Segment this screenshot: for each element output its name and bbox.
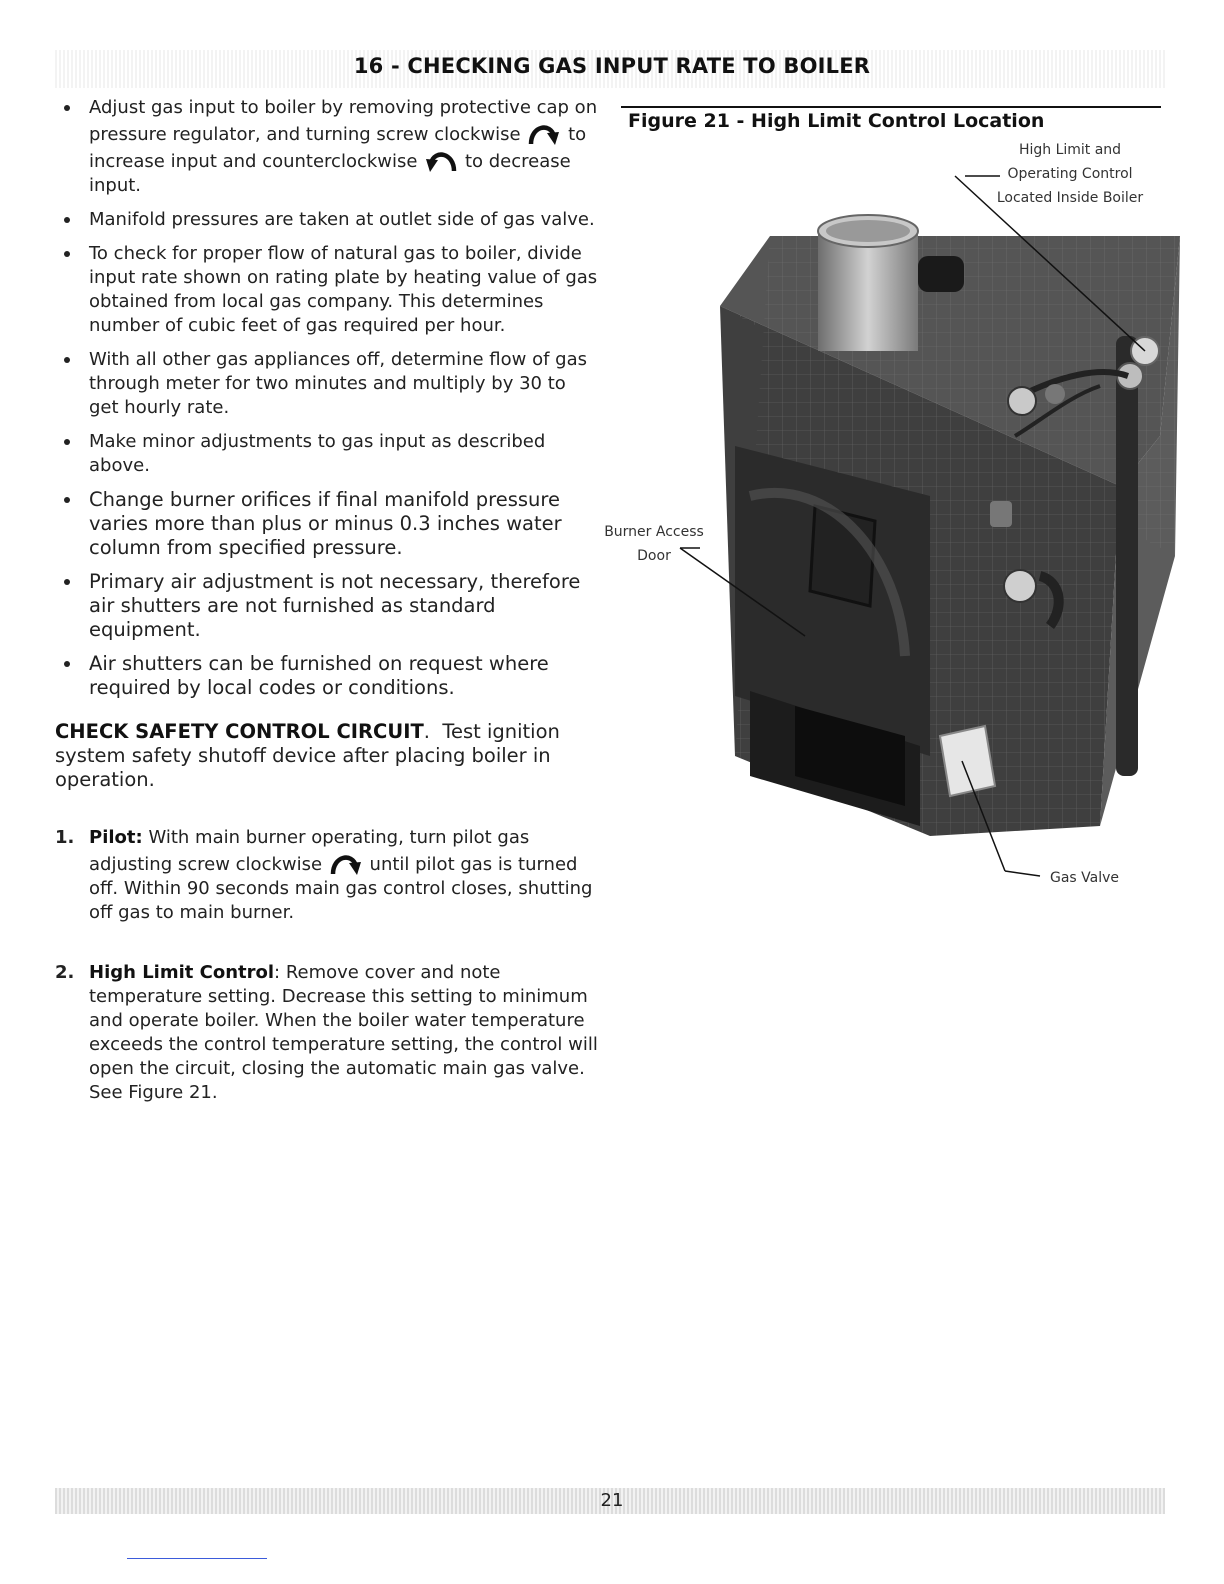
- bottom-rule: [127, 1558, 267, 1559]
- bullet-dot: [64, 105, 70, 111]
- bullet-text: to decrease input.: [89, 151, 571, 196]
- page-number: 21: [600, 1490, 624, 1511]
- bullet-text: Change burner orifices if final manifold pressure varies more than plus or minus 0.3 inches water column from specified pressure.: [89, 488, 562, 559]
- list-item: [55, 208, 600, 232]
- callout-line: Located Inside Boiler: [996, 190, 1144, 206]
- callout-line: Burner Access: [604, 524, 704, 540]
- list-item: [55, 961, 600, 1105]
- step-text: : Remove cover and note temperature setting. Decrease this setting to minimum and operate boiler. When the boiler water temperature exceeds the control temperature setting, the control will open the circuit, closing the automatic main gas valve. See Figure 21.: [89, 962, 598, 1103]
- bullet-dot: [64, 497, 70, 503]
- figure-rule: [621, 106, 1161, 108]
- safety-heading: CHECK SAFETY CONTROL CIRCUIT: [55, 720, 424, 743]
- bullet-text: Make minor adjustments to gas input as described above.: [89, 431, 546, 476]
- list-item: [55, 652, 600, 700]
- bullet-dot: [64, 661, 70, 667]
- list-item: [55, 242, 600, 338]
- list-item: [55, 488, 600, 560]
- safety-text: Test ignition system safety shutoff device after placing boiler in operation.: [55, 720, 560, 791]
- step-text: With main burner operating, turn pilot gas adjusting screw clockwise: [89, 827, 530, 875]
- bullet-text: Air shutters can be furnished on request where required by local codes or conditions.: [89, 652, 549, 699]
- callout-line: Door: [637, 548, 671, 564]
- list-item: [55, 348, 600, 420]
- bullet-dot: [64, 357, 70, 363]
- step-heading: Pilot:: [89, 827, 143, 848]
- callout-burner-access-door: [598, 520, 710, 568]
- figure-title: Figure 21 - High Limit Control Location: [628, 110, 1045, 132]
- bullet-text: Adjust gas input to boiler by removing protective cap on pressure regulator, and turning screw clockwise: [89, 97, 598, 145]
- callout-gas-valve: Gas Valve: [1050, 870, 1120, 886]
- callout-high-limit: [980, 138, 1160, 210]
- clockwise-arrow-icon: [526, 120, 562, 146]
- list-item: [55, 570, 600, 642]
- bullet-dot: [64, 251, 70, 257]
- bullet-dot: [64, 439, 70, 445]
- page-title: 16 - CHECKING GAS INPUT RATE TO BOILER: [353, 54, 871, 78]
- step-text: until pilot gas is turned off. Within 90 seconds main gas control closes, shutting off gas to main burner.: [89, 854, 593, 923]
- bullet-text: With all other gas appliances off, determine flow of gas through meter for two minutes and multiply by 30 to get hourly rate.: [89, 349, 587, 418]
- callout-line: High Limit and: [1018, 142, 1122, 158]
- list-item: [55, 430, 600, 478]
- clockwise-arrow-icon: [328, 850, 364, 876]
- step-number: 2.: [55, 962, 75, 983]
- callout-line: Operating Control: [1007, 166, 1133, 182]
- bullet-text: Manifold pressures are taken at outlet side of gas valve.: [89, 209, 595, 230]
- bullet-text: To check for proper flow of natural gas to boiler, divide input rate shown on rating plate by heating value of gas obtained from local gas company. This determines number of cubic feet of gas required per hour.: [89, 243, 598, 336]
- counterclockwise-arrow-icon: [423, 147, 459, 173]
- bullet-text: Primary air adjustment is not necessary, therefore air shutters are not furnished as standard equipment.: [89, 570, 581, 641]
- steps-list: [55, 826, 600, 1105]
- step-number: 1.: [55, 827, 75, 848]
- bullet-dot: [64, 217, 70, 223]
- list-item: [55, 96, 600, 198]
- list-item: [55, 826, 600, 925]
- step-heading: High Limit Control: [89, 962, 275, 983]
- bullet-text: to increase input and counterclockwise: [89, 124, 587, 172]
- bullet-list: [55, 96, 600, 700]
- bullet-dot: [64, 579, 70, 585]
- left-column: [55, 96, 600, 1141]
- safety-paragraph: CHECK SAFETY CONTROL CIRCUIT. Test ignition system safety shutoff device after placing boiler in operation.: [55, 720, 560, 791]
